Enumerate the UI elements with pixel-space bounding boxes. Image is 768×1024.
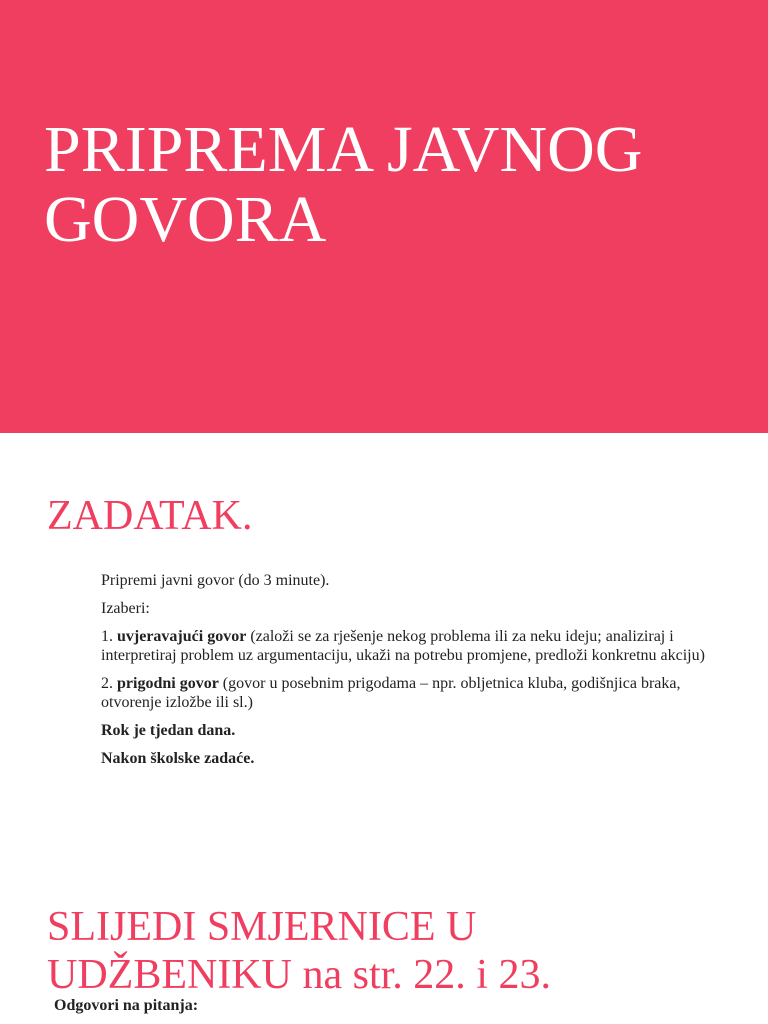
task-body (101, 571, 721, 777)
option-1-title: uvjeravajući govor (117, 628, 247, 645)
guidelines-heading-line-2: UDŽBENIKU na str. 22. i 23. (47, 952, 551, 998)
option-1-description: (založi se za rješenje nekog problema ili za neku ideju; analiziraj i interpretiraj problem uz argumentaciju, ukaži na potrebu promjene, predloži konkretnu akciju) (101, 628, 705, 664)
task-after (101, 749, 721, 768)
task-deadline-text: Rok je tjedan dana. (101, 722, 236, 739)
task-deadline (101, 721, 721, 740)
title-banner (0, 0, 768, 433)
task-after-text: Nakon školske zadaće. (101, 750, 255, 767)
page-title-line-2: GOVORA (44, 183, 327, 256)
guidelines-heading (47, 903, 747, 999)
option-1-number: 1. (101, 628, 113, 645)
page-title (44, 115, 744, 255)
page-title-line-1: PRIPREMA JAVNOG (44, 113, 643, 186)
task-heading: ZADATAK. (47, 493, 253, 539)
task-option-1 (101, 627, 721, 665)
option-2-description: (govor u posebnim prigodama – npr. obljetnica kluba, godišnjica braka, otvorenje izložbe ili sl.) (101, 675, 681, 711)
task-option-2 (101, 674, 721, 712)
option-2-title: prigodni govor (117, 675, 219, 692)
guidelines-heading-line-1: SLIJEDI SMJERNICE U (47, 904, 477, 950)
task-choose: Izaberi: (101, 600, 150, 617)
answer-questions-label: Odgovori na pitanja: (54, 997, 199, 1014)
option-2-number: 2. (101, 675, 113, 692)
task-intro: Pripremi javni govor (do 3 minute). (101, 572, 330, 589)
